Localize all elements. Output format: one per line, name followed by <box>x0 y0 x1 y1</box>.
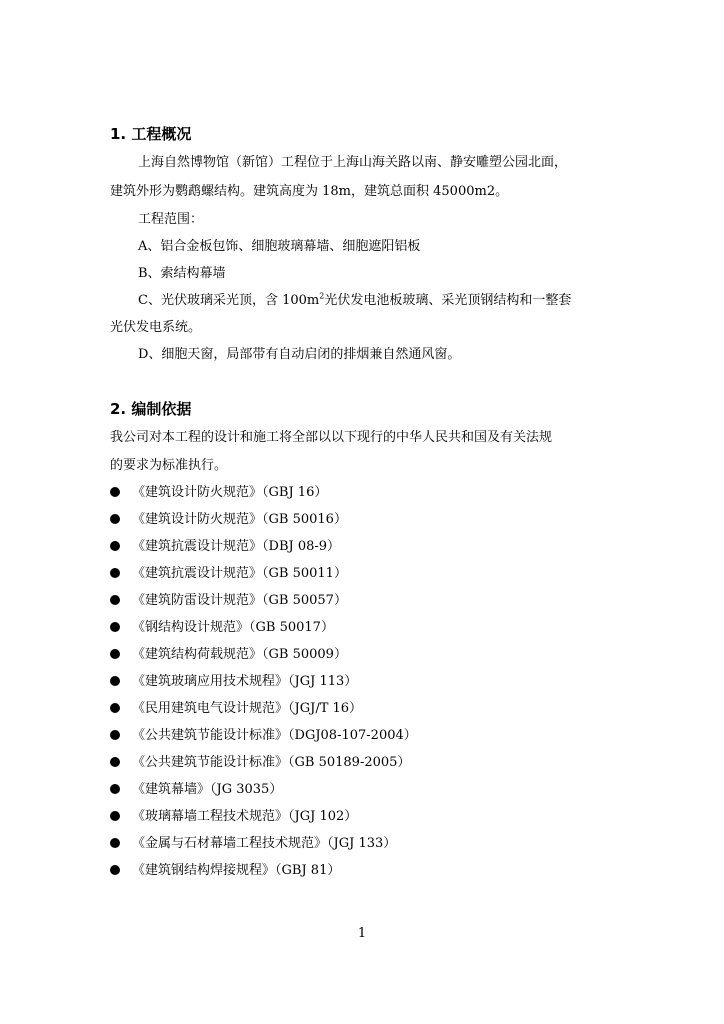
bullet-icon <box>110 649 120 659</box>
bullet-icon <box>110 838 120 848</box>
section-1-heading: 1. 工程概况 <box>110 125 192 143</box>
standard-title: 《公共建筑节能设计标准》 <box>132 755 289 770</box>
bullet-icon <box>110 541 120 551</box>
scope-item-c-line-2: 光伏发电系统。 <box>110 320 202 335</box>
scope-item-d: D、细胞天窗，局部带有自动启闭的排烟兼自然通风窗。 <box>138 347 461 362</box>
standard-title: 《建筑幕墙》 <box>132 782 211 797</box>
standard-list-item <box>110 755 410 771</box>
bullet-icon <box>110 568 120 578</box>
bullet-icon <box>110 784 120 794</box>
section-2-heading: 2. 编制依据 <box>110 400 192 418</box>
standard-code: （JGJ 102） <box>288 809 358 824</box>
standard-title: 《建筑抗震设计规范》 <box>132 566 263 581</box>
scope-item-c-text-pre: C、光伏玻璃采光顶，含 100m <box>138 293 320 308</box>
bullet-icon <box>110 487 120 497</box>
standard-list-item <box>110 701 362 717</box>
scope-item-a: A、铝合金板包饰、细胞玻璃幕墙、细胞遮阳铝板 <box>138 239 421 254</box>
standard-list-item <box>110 674 357 690</box>
standard-code: （DBJ 08-9） <box>262 539 341 554</box>
bullet-icon <box>110 730 120 740</box>
bullet-icon <box>110 595 120 605</box>
standard-title: 《建筑防雷设计规范》 <box>132 593 263 608</box>
standard-code: （JGJ 113） <box>288 674 358 689</box>
standard-list-item <box>110 647 347 663</box>
section-1-para-line-1: 上海自然博物馆（新馆）工程位于上海山海关路以南、静安雕塑公园北面， <box>138 155 568 170</box>
standard-code: （JGJ 133） <box>327 836 397 851</box>
standard-title: 《玻璃幕墙工程技术规范》 <box>132 809 289 824</box>
scope-item-b: B、索结构幕墙 <box>138 266 226 281</box>
standard-code: （GBJ 81） <box>275 863 341 878</box>
standard-list-item <box>110 836 396 852</box>
section-2-intro-line-2: 的要求为标准执行。 <box>110 458 228 473</box>
scope-item-c-text-post: 光伏发电池板玻璃、采光顶钢结构和一整套 <box>324 293 572 308</box>
standard-list-item <box>110 593 347 609</box>
standard-title: 《建筑设计防火规范》 <box>132 512 263 527</box>
standard-list-item <box>110 620 334 636</box>
standard-title: 《建筑钢结构焊接规程》 <box>132 863 276 878</box>
standard-title: 《钢结构设计规范》 <box>132 620 250 635</box>
standard-code: （DGJ08-107-2004） <box>288 728 417 743</box>
standard-list-item <box>110 809 357 825</box>
standard-list-item <box>110 728 417 744</box>
standard-code: （GB 50011） <box>262 566 347 581</box>
standard-list-item <box>110 782 282 798</box>
standard-code: （GB 50189-2005） <box>288 755 411 770</box>
standard-code: （GB 50017） <box>249 620 334 635</box>
standard-code: （GB 50009） <box>262 647 347 662</box>
bullet-icon <box>110 811 120 821</box>
standard-list-item <box>110 512 347 528</box>
standard-code: （GB 50057） <box>262 593 347 608</box>
bullet-icon <box>110 676 120 686</box>
standard-title: 《建筑抗震设计规范》 <box>132 539 263 554</box>
section-2-intro-line-1: 我公司对本工程的设计和施工将全部以以下现行的中华人民共和国及有关法规 <box>110 430 553 445</box>
standard-code: （JG 3035） <box>210 782 283 797</box>
standard-list-item <box>110 539 340 555</box>
standard-title: 《建筑结构荷载规范》 <box>132 647 263 662</box>
standard-title: 《公共建筑节能设计标准》 <box>132 728 289 743</box>
bullet-icon <box>110 757 120 767</box>
section-1-para-line-2: 建筑外形为鹦鹉螺结构。建筑高度为 18m，建筑总面积 45000m2。 <box>110 184 509 199</box>
standard-title: 《金属与石材幕墙工程技术规范》 <box>132 836 328 851</box>
bullet-icon <box>110 865 120 875</box>
scope-item-c-line-1 <box>138 293 571 309</box>
bullet-icon <box>110 703 120 713</box>
scope-label: 工程范围： <box>138 212 204 227</box>
standard-title: 《建筑玻璃应用技术规程》 <box>132 674 289 689</box>
bullet-icon <box>110 622 120 632</box>
page-number: 1 <box>357 926 367 941</box>
scope-item-c-superscript: 2 <box>319 291 325 301</box>
standard-title: 《民用建筑电气设计规范》 <box>132 701 289 716</box>
standard-code: （JGJ/T 16） <box>288 701 363 716</box>
standard-code: （GB 50016） <box>262 512 347 527</box>
standard-list-item <box>110 566 347 582</box>
standard-list-item <box>110 485 327 501</box>
standard-code: （GBJ 16） <box>262 485 328 500</box>
standard-list-item <box>110 863 340 879</box>
standard-title: 《建筑设计防火规范》 <box>132 485 263 500</box>
bullet-icon <box>110 514 120 524</box>
